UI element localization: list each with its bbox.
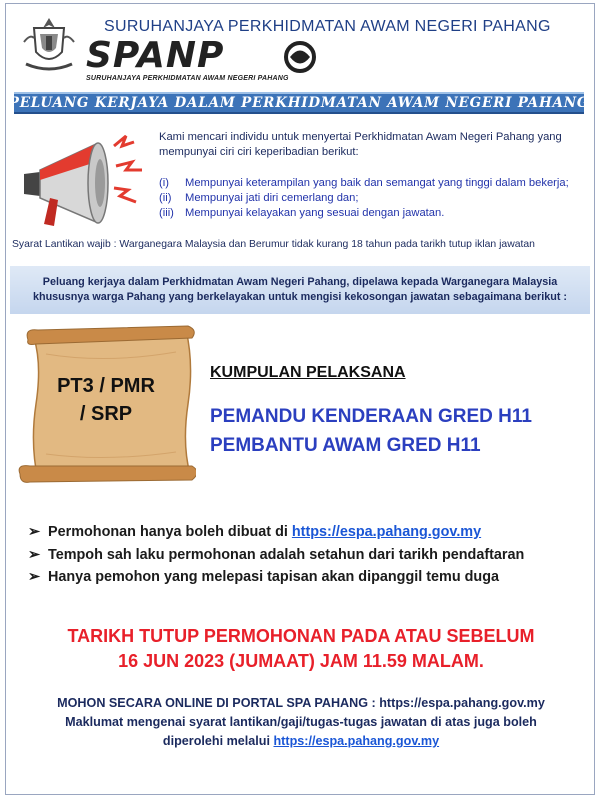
bullet-text: Hanya pemohon yang melepasi tapisan akan dipanggil temu duga	[48, 569, 500, 585]
deadline-line-1: TARIKH TUTUP PERMOHONAN PADA ATAU SEBELUM	[67, 626, 535, 646]
invitation-line-2: khususnya warga Pahang yang berkelayakan untuk mengisi kekosongan jawatan sebagaimana berikut :	[32, 291, 568, 303]
group-title: KUMPULAN PELAKSANA	[210, 364, 406, 381]
footer-info-text: diperolehi melalui	[162, 734, 274, 748]
logo-emblem-icon	[282, 40, 318, 74]
bullet-text: Permohonan hanya boleh dibuat di	[48, 524, 292, 540]
criteria-item	[159, 191, 594, 206]
arrow-bullet-icon: ➢	[28, 569, 41, 585]
criteria-item	[159, 176, 594, 191]
deadline-line-2: 16 JUN 2023 (JUMAAT) JAM 11.59 MALAM.	[118, 651, 484, 671]
arrow-bullet-icon: ➢	[28, 524, 41, 540]
criteria-text: Mempunyai jati diri cemerlang dan;	[185, 192, 359, 204]
footer-info	[6, 694, 596, 751]
criteria-item	[159, 206, 594, 221]
footer-line-2: Maklumat mengenai syarat lantikan/gaji/tugas-tugas jawatan di atas juga boleh	[65, 715, 537, 729]
position-item: PEMANDU KENDERAAN GRED H11	[210, 406, 532, 427]
apply-link[interactable]: https://espa.pahang.gov.my	[291, 524, 482, 540]
qualification-line-1: PT3 / PMR	[57, 375, 155, 397]
header	[6, 4, 594, 88]
bullet-item	[28, 521, 588, 544]
criteria-number: (ii)	[159, 192, 172, 204]
criteria-text: Mempunyai keterampilan yang baik dan semangat yang tinggi dalam bekerja;	[185, 177, 569, 189]
criteria-list	[159, 176, 594, 221]
footer-line-1	[6, 694, 596, 713]
crest-icon	[20, 14, 78, 76]
requirement-text: Syarat Lantikan wajib : Warganegara Malaysia dan Berumur tidak kurang 18 tahun pada tarikh tutup iklan jawatan	[12, 239, 535, 250]
banner-bar	[8, 92, 590, 114]
footer-portal-link[interactable]: https://espa.pahang.gov.my	[379, 696, 545, 710]
logo-wordmark: SPANP	[86, 35, 225, 76]
agency-name: SURUHANJAYA PERKHIDMATAN AWAM NEGERI PAHANG	[104, 18, 551, 35]
spanp-logo	[86, 35, 289, 82]
criteria-number: (i)	[159, 177, 169, 189]
bullet-text: Tempoh sah laku permohonan adalah setahun dari tarikh pendaftaran	[48, 546, 525, 563]
criteria-text: Mempunyai kelayakan yang sesuai dengan jawatan.	[185, 207, 445, 219]
info-bullets	[28, 521, 588, 589]
bullet-item	[28, 544, 588, 567]
footer-info-link[interactable]: https://espa.pahang.gov.my	[273, 734, 440, 748]
footer-line-3	[6, 732, 596, 751]
invitation-line-1: Peluang kerjaya dalam Perkhidmatan Awam Negeri Pahang, dipelawa kepada Warganegara Malaysia	[42, 276, 558, 288]
invitation-band	[10, 266, 590, 314]
position-list	[210, 402, 532, 460]
criteria-number: (iii)	[159, 207, 174, 219]
megaphone-icon	[14, 122, 156, 234]
arrow-bullet-icon: ➢	[28, 546, 41, 563]
logo-subtitle: SURUHANJAYA PERKHIDMATAN AWAM NEGERI PAHANG	[86, 75, 289, 82]
poster	[5, 3, 595, 795]
intro-text: Kami mencari individu untuk menyertai Perkhidmatan Awam Negeri Pahang yang mempunyai ciri ciri keperibadian berikut:	[159, 131, 562, 158]
qualification-line-2: / SRP	[79, 403, 133, 425]
deadline-notice	[6, 624, 596, 674]
bullet-item	[28, 566, 588, 589]
banner-title: PELUANG KERJAYA DALAM PERKHIDMATAN AWAM NEGERI PAHANG	[8, 95, 590, 111]
qualification-label	[26, 372, 186, 428]
footer-portal-text: MOHON SECARA ONLINE DI PORTAL SPA PAHANG	[57, 696, 369, 710]
footer-separator: :	[368, 696, 380, 710]
position-item: PEMBANTU AWAM GRED H11	[210, 435, 481, 456]
